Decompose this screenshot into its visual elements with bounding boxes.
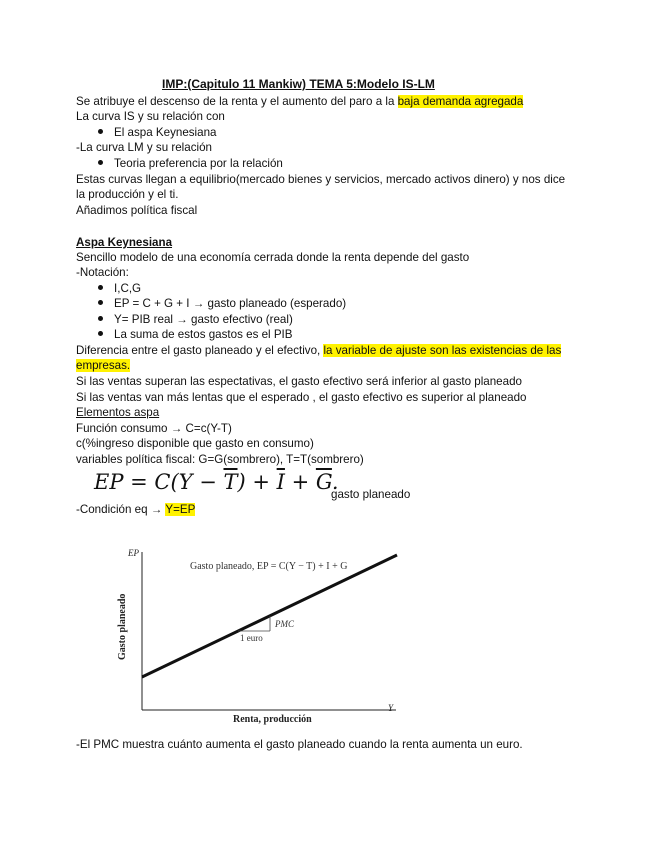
keynesian-cross-figure: [100, 540, 410, 730]
diff-line-2: [76, 358, 130, 373]
bullet-dot: [98, 316, 103, 321]
notation-bullet: Y= PIB real → gasto efectivo (real): [114, 313, 293, 326]
intro-bullet-2: Teoria preferencia por la relación: [114, 157, 283, 170]
highlight-existencias: la variable de ajuste son las existencias de las: [323, 344, 562, 357]
bullet-dot: [98, 331, 103, 336]
consumo-line: Función consumo → C=c(Y-T): [76, 422, 232, 435]
planned-expenditure-line: [142, 555, 397, 677]
intro-line-3: -La curva LM y su relación: [76, 141, 212, 154]
intro-line-4: Estas curvas llegan a equilibrio(mercado bienes y servicios, mercado activos dinero) y nos dice: [76, 173, 566, 186]
bullet-dot: [98, 129, 103, 134]
intro-line-1: [76, 94, 523, 109]
intro-line-2: La curva IS y su relación con: [76, 110, 225, 123]
highlight-y-ep: Y=EP: [165, 503, 196, 516]
intro-bullet-1: El aspa Keynesiana: [114, 126, 217, 139]
page-title: IMP:(Capitulo 11 Mankiw) TEMA 5:Modelo IS-LM: [162, 77, 435, 91]
intro-line-6: Añadimos política fiscal: [76, 204, 198, 217]
bullet-dot: [98, 285, 103, 290]
c-description: c(%ingreso disponible que gasto en consumo): [76, 437, 314, 450]
intro-line-1-text: Se atribuye el descenso de la renta y el aumento del paro a la: [76, 95, 398, 108]
sales-line-1: Si las ventas superan las espectativas, el gasto efectivo será inferior al gasto planeado: [76, 375, 522, 388]
diff-line-1: [76, 343, 561, 358]
notation-bullet: EP = C + G + I → gasto planeado (esperado): [114, 297, 347, 310]
formula-label: gasto planeado: [331, 488, 411, 501]
closing-line: -El PMC muestra cuánto aumenta el gasto planeado cuando la renta aumenta un euro.: [76, 738, 523, 751]
highlight-empresas: empresas.: [76, 359, 131, 372]
one-euro-label: 1 euro: [240, 633, 263, 643]
intro-line-5: la producción y el ti.: [76, 188, 179, 201]
ep-formula: EP = $C(Y - \overline{T}) + \overline{I} + \overline{G}$.: [94, 470, 339, 494]
bullet-dot: [98, 160, 103, 165]
diff-text: Diferencia entre el gasto planeado y el efectivo,: [76, 344, 324, 357]
aspa-line-1: Sencillo modelo de una economía cerrada donde la renta depende del gasto: [76, 251, 470, 264]
y-axis-label: Gasto planeado: [117, 593, 128, 660]
planned-expenditure-label: Gasto planeado, EP = C(Y − T) + I + G: [190, 561, 348, 572]
x-axis-label: Renta, producción: [233, 714, 312, 725]
elements-heading: Elementos aspa: [76, 406, 160, 419]
condition-line: [76, 502, 195, 517]
notation-bullet: La suma de estos gastos es el PIB: [114, 328, 293, 341]
x-axis-end-label: Y: [388, 703, 394, 713]
pmc-label: PMC: [275, 619, 294, 629]
highlight-baja-demanda: baja demanda agregada: [397, 95, 524, 108]
fiscal-line: variables política fiscal: G=G(sombrero), T=T(sombrero): [76, 453, 364, 466]
condition-text: -Condición eq →: [76, 503, 166, 516]
sales-line-2: Si las ventas van más lentas que el esperado , el gasto efectivo es superior al planeado: [76, 391, 527, 404]
notation-bullet: I,C,G: [114, 282, 142, 295]
aspa-notation: -Notación:: [76, 266, 129, 279]
bullet-dot: [98, 300, 103, 305]
y-axis-top-label: EP: [128, 548, 139, 558]
section-heading-aspa: Aspa Keynesiana: [76, 236, 173, 249]
